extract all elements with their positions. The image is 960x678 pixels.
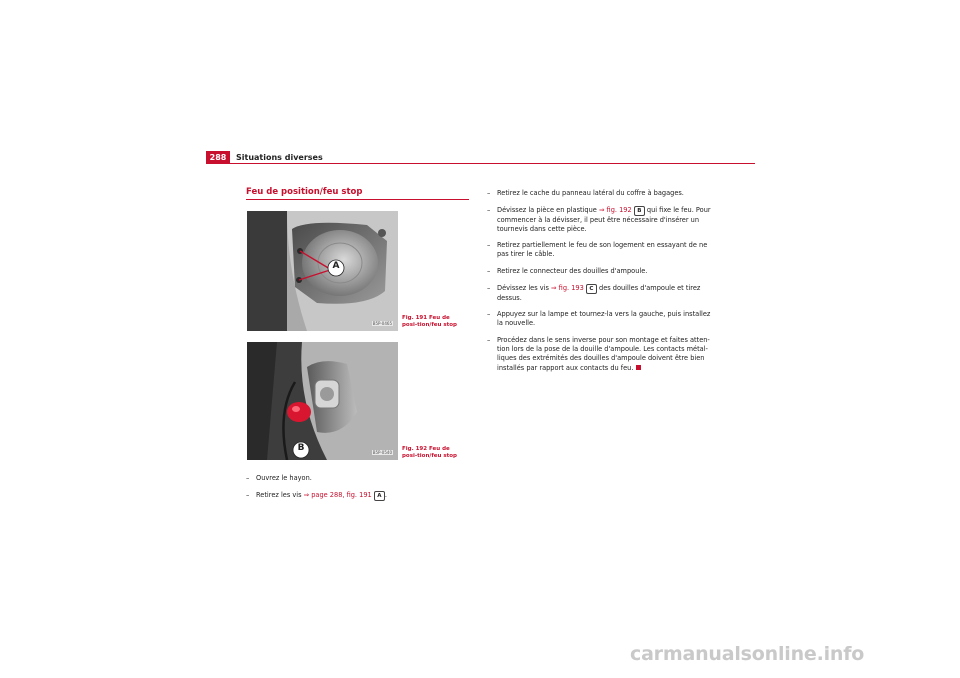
right-step-2-text: Dévissez la pièce en plastique xyxy=(497,206,599,214)
step-dash: – xyxy=(487,284,491,292)
tail-light-photo-illustration xyxy=(247,211,398,331)
figure-192-code: B5P-0540 xyxy=(372,450,392,455)
watermark: carmanualsonline.info xyxy=(630,643,865,665)
right-step-3 xyxy=(487,241,715,259)
callout-a-badge: A xyxy=(374,491,385,501)
right-step-5-text: Dévissez les vis xyxy=(497,284,552,292)
right-step-1-text: Retirez le cache du panneau latéral du coffre à bagages. xyxy=(497,189,684,197)
callout-c-badge: C xyxy=(586,284,597,294)
running-title: Situations diverses xyxy=(236,153,323,162)
right-step-5-rest: des douilles d'ampoule et tirez dessus. xyxy=(497,284,701,302)
title-rule xyxy=(246,199,469,200)
step-dash: – xyxy=(487,267,491,275)
callout-b-badge: B xyxy=(634,206,645,216)
fig-192-link[interactable]: ⇒ fig. 192 xyxy=(598,206,632,214)
right-step-1 xyxy=(487,189,715,198)
lamp-socket-photo-illustration xyxy=(247,342,398,460)
right-step-6 xyxy=(487,310,715,328)
right-step-5 xyxy=(487,284,715,303)
step-dash: – xyxy=(487,206,491,214)
page-288-fig-191-link[interactable]: ⇒ page 288, fig. 191 xyxy=(303,491,372,499)
right-step-4 xyxy=(487,267,715,276)
callout-a-label: A xyxy=(332,261,340,271)
figure-192-caption: Fig. 192 Feu de posi-tion/feu stop xyxy=(402,446,457,459)
right-step-7 xyxy=(487,336,715,373)
right-step-4-text: Retirez le connecteur des douilles d'ampoule. xyxy=(497,267,648,275)
header-rule xyxy=(206,163,755,164)
right-step-7-text: Procédez dans le sens inverse pour son montage et faites atten-tion lors de la pose de la douille d'ampoule. Les contacts métal-liques des extrémités des douilles d'ampoule doivent être bien installés par rapport aux contacts du feu. xyxy=(497,336,710,372)
right-step-2-rest: qui fixe le feu. Pour commencer à la dévisser, il peut être nécessaire d'insérer un tournevis dans cette pièce. xyxy=(497,206,711,234)
figure-192-photo xyxy=(247,342,398,460)
right-step-6-text: Appuyez sur la lampe et tournez-la vers la gauche, puis installez la nouvelle. xyxy=(497,310,711,328)
step-dash: – xyxy=(487,310,491,318)
figure-191-code: B5P-0465 xyxy=(372,321,392,326)
left-step-1-text: Ouvrez le hayon. xyxy=(256,474,312,482)
section-title: Feu de position/feu stop xyxy=(246,187,363,197)
page-number: 288 xyxy=(206,151,230,164)
step-dash: – xyxy=(487,241,491,249)
step-dash: – xyxy=(246,474,250,482)
right-step-2 xyxy=(487,206,715,234)
right-step-3-text: Retirez partiellement le feu de son logement en essayant de ne pas tirer le câble. xyxy=(497,241,708,259)
step-dash: – xyxy=(487,336,491,344)
step-dash: – xyxy=(246,491,250,499)
fig-193-link[interactable]: ⇒ fig. 193 xyxy=(551,284,584,292)
callout-b-label: B xyxy=(297,443,305,453)
figure-191-caption: Fig. 191 Feu de posi-tion/feu stop xyxy=(402,315,457,328)
step-dash: – xyxy=(487,189,491,197)
left-step-2-end: . xyxy=(384,491,387,499)
left-step-1 xyxy=(246,474,468,483)
figure-191-photo xyxy=(247,211,398,331)
left-step-2-text: Retirez les vis xyxy=(256,491,304,499)
end-of-section-marker xyxy=(636,365,641,370)
left-step-2 xyxy=(246,491,468,501)
